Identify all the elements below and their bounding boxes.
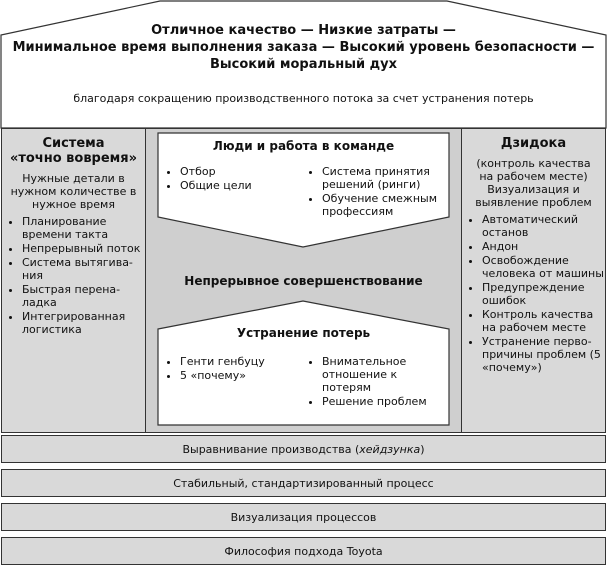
- list-item: • Автоматический останов: [482, 213, 605, 239]
- list-item: • Предупреждение ошибок: [482, 281, 605, 307]
- list-item: • Контроль качества на рабочем месте: [482, 308, 605, 334]
- pillar-jidoka: [461, 128, 606, 433]
- pillar-right-subtitle-1: (контроль качества на рабочем месте): [476, 157, 591, 183]
- goal-line-1: Отличное качество — Низкие затраты —: [151, 23, 456, 38]
- waste-reduction-title: Устранение потерь: [236, 326, 371, 340]
- list-item: • Планирование времени такта: [22, 215, 145, 241]
- pillar-left-title: [2, 136, 145, 166]
- pillar-left-subtitle: Нужные детали в нужном количестве в нужное время: [10, 172, 137, 211]
- pillar-right-subtitle-2: Визуализация и выявление проблем: [475, 183, 592, 209]
- center-section: [146, 128, 461, 433]
- list-item: • Система вытягива-ния: [22, 256, 145, 282]
- pillar-just-in-time: [1, 128, 146, 433]
- pillar-left-title-line1: Система: [42, 136, 105, 151]
- waste-right-column: [308, 355, 438, 409]
- foundation-visualization: Визуализация процессов: [1, 503, 606, 531]
- waste-left-column: [166, 355, 296, 383]
- list-item: • Обучение смежным профессиям: [322, 192, 448, 218]
- list-item: • Решение проблем: [322, 395, 438, 408]
- pillar-left-list: [2, 215, 145, 336]
- foundation-philosophy: Философия подхода Toyota: [1, 537, 606, 565]
- list-item: • Интегрированная логистика: [22, 310, 145, 336]
- roof-subtitle: благодаря сокращению производственного потока за счет устранения потерь: [73, 92, 534, 105]
- people-right-column: [308, 165, 448, 219]
- band1-end: ): [420, 442, 425, 456]
- list-item: • 5 «почему»: [180, 369, 296, 382]
- roof-goals: [0, 22, 607, 73]
- list-item: • Система принятия решений (ринги): [322, 165, 448, 191]
- goal-line-2: Минимальное время выполнения заказа — Высокий уровень безопасности —: [12, 40, 595, 55]
- list-item: • Непрерывный поток: [22, 242, 145, 255]
- band1-italic: хейдзунка: [359, 442, 421, 456]
- list-item: • Быстрая перена-ладка: [22, 283, 145, 309]
- people-teamwork-title: Люди и работа в команде: [212, 139, 395, 153]
- foundation-heijunka: [1, 435, 606, 463]
- pillar-right-list: [462, 213, 605, 374]
- list-item: • Отбор: [180, 165, 296, 178]
- band1-text: Выравнивание производства (: [182, 442, 360, 456]
- continuous-improvement-label: Непрерывное совершенствование: [184, 274, 423, 288]
- list-item: • Общие цели: [180, 179, 296, 192]
- people-left-column: [166, 165, 296, 193]
- pillar-left-title-line2: «точно вовремя»: [9, 151, 138, 166]
- list-item: • Андон: [482, 240, 605, 253]
- list-item: • Устранение перво-причины проблем (5 «почему»): [482, 335, 605, 374]
- list-item: • Освобождение человека от машины: [482, 254, 605, 280]
- goal-line-3: Высокий моральный дух: [210, 57, 397, 72]
- pillar-right-title: Дзидока: [500, 136, 567, 151]
- foundation-standardized-process: Стабильный, стандартизированный процесс: [1, 469, 606, 497]
- list-item: • Внимательное отношение к потерям: [322, 355, 438, 394]
- list-item: • Генти генбуцу: [180, 355, 296, 368]
